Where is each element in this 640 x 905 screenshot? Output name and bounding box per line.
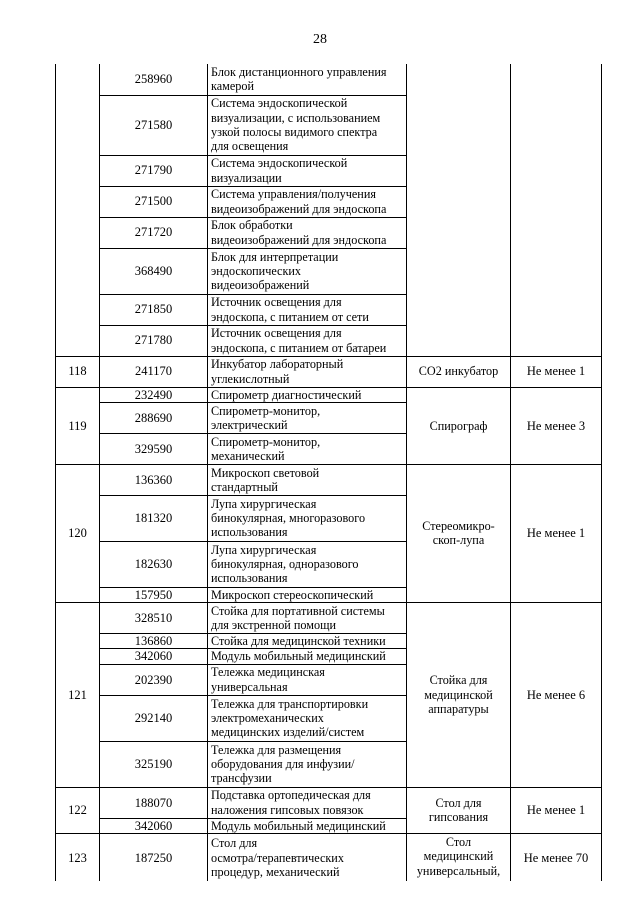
name-text: Источник освещения для эндоскопа, с питанием от сети — [211, 295, 369, 324]
item-number-cell: 120 — [56, 464, 100, 602]
code-cell: 368490 — [100, 248, 208, 294]
name-cell — [208, 603, 407, 634]
name-text: Микроскоп световой стандартный — [211, 465, 320, 494]
equipment-table — [55, 64, 602, 881]
table-row — [56, 833, 602, 881]
name-cell — [208, 634, 407, 649]
code-cell: 271780 — [100, 325, 208, 356]
name-cell — [208, 217, 407, 248]
code-cell: 329590 — [100, 433, 208, 464]
type-text: СО2 инкубатор — [418, 364, 499, 379]
name-cell — [208, 186, 407, 217]
code-cell: 342060 — [100, 818, 208, 833]
name-cell — [208, 541, 407, 587]
type-cell — [407, 833, 511, 881]
table-row — [56, 464, 602, 495]
name-cell — [208, 495, 407, 541]
name-cell — [208, 402, 407, 433]
code-cell: 271500 — [100, 186, 208, 217]
table-row — [56, 387, 602, 402]
code-cell: 271850 — [100, 294, 208, 325]
code-cell: 157950 — [100, 587, 208, 602]
name-cell — [208, 433, 407, 464]
item-number-cell: 119 — [56, 387, 100, 464]
code-cell: 241170 — [100, 356, 208, 387]
name-text: Спирометр диагностический — [211, 387, 362, 402]
item-number-cell: 118 — [56, 356, 100, 387]
table-row — [56, 64, 602, 95]
name-text: Лупа хирургическая бинокулярная, многоразового использования — [211, 496, 366, 540]
name-text: Стол для осмотра/терапевтических процедур, механический — [211, 836, 344, 879]
name-cell — [208, 356, 407, 387]
name-cell — [208, 649, 407, 664]
table-row — [56, 787, 602, 818]
item-number-cell: 121 — [56, 603, 100, 788]
item-number-cell — [56, 64, 100, 356]
name-cell — [208, 155, 407, 186]
type-cell — [407, 64, 511, 356]
code-cell: 325190 — [100, 741, 208, 787]
type-text: Стол для гипсования — [428, 796, 489, 825]
name-cell — [208, 95, 407, 155]
code-cell: 232490 — [100, 387, 208, 402]
name-text: Спирометр-монитор, механический — [211, 434, 321, 463]
name-cell — [208, 818, 407, 833]
name-text: Микроскоп стереоскопический — [211, 587, 374, 602]
name-text: Инкубатор лабораторный углекислотный — [211, 357, 344, 386]
name-text: Система эндоскопической визуализации — [211, 156, 348, 185]
code-cell: 342060 — [100, 649, 208, 664]
name-text: Тележка медицинская универсальная — [211, 665, 325, 694]
code-cell: 136360 — [100, 464, 208, 495]
code-cell: 271580 — [100, 95, 208, 155]
name-cell — [208, 387, 407, 402]
name-cell — [208, 587, 407, 602]
quantity-cell: Не менее 1 — [511, 787, 602, 833]
table-row — [56, 356, 602, 387]
name-cell — [208, 787, 407, 818]
item-number-cell: 123 — [56, 833, 100, 881]
name-text: Источник освещения для эндоскопа, с питанием от батареи — [211, 326, 387, 355]
code-cell: 202390 — [100, 664, 208, 695]
quantity-cell: Не менее 70 — [511, 833, 602, 881]
type-cell — [407, 603, 511, 788]
code-cell: 136860 — [100, 634, 208, 649]
name-cell — [208, 741, 407, 787]
name-cell — [208, 64, 407, 95]
type-cell — [407, 356, 511, 387]
name-text: Спирометр-монитор, электрический — [211, 403, 321, 432]
name-cell — [208, 325, 407, 356]
name-text: Стойка для портативной системы для экстренной помощи — [211, 603, 385, 633]
type-cell — [407, 387, 511, 464]
name-text: Модуль мобильный медицинский — [211, 649, 386, 664]
type-text: Стереомикро- скоп-лупа — [422, 519, 495, 548]
code-cell: 271790 — [100, 155, 208, 186]
name-text: Тележка для транспортировки электромеханических медицинских изделий/систем — [211, 696, 369, 740]
item-number-cell: 122 — [56, 787, 100, 833]
name-cell — [208, 464, 407, 495]
type-cell — [407, 787, 511, 833]
code-cell: 328510 — [100, 603, 208, 634]
table-row — [56, 603, 602, 634]
name-text: Стойка для медицинской техники — [211, 634, 386, 649]
type-cell — [407, 464, 511, 602]
quantity-cell: Не менее 1 — [511, 356, 602, 387]
name-cell — [208, 294, 407, 325]
name-text: Система управления/получения видеоизображений для эндоскопа — [211, 187, 387, 216]
type-text: Спирограф — [429, 418, 488, 433]
type-text: Стол медицинский универсальный, — [416, 834, 501, 878]
quantity-cell: Не менее 6 — [511, 603, 602, 788]
name-cell — [208, 248, 407, 294]
name-text: Блок обработки видеоизображений для эндоскопа — [211, 218, 387, 247]
code-cell: 292140 — [100, 695, 208, 741]
quantity-cell: Не менее 1 — [511, 464, 602, 602]
code-cell: 181320 — [100, 495, 208, 541]
page-number: 28 — [313, 32, 327, 47]
name-cell — [208, 695, 407, 741]
name-text: Система эндоскопической визуализации, с использованием узкой полосы видимого спектра для освещения — [211, 96, 381, 154]
name-cell — [208, 664, 407, 695]
code-cell: 258960 — [100, 64, 208, 95]
name-text: Тележка для размещения оборудования для инфузии/ трансфузии — [211, 742, 355, 786]
name-text: Модуль мобильный медицинский — [211, 818, 386, 833]
code-cell: 188070 — [100, 787, 208, 818]
code-cell: 271720 — [100, 217, 208, 248]
name-text: Подставка ортопедическая для наложения гипсовых повязок — [211, 788, 371, 817]
quantity-cell: Не менее 3 — [511, 387, 602, 464]
name-text: Блок дистанционного управления камерой — [211, 64, 387, 94]
name-cell — [208, 833, 407, 881]
code-cell: 288690 — [100, 402, 208, 433]
name-text: Лупа хирургическая бинокулярная, одноразового использования — [211, 542, 359, 586]
name-text: Блок для интерпретации эндоскопических видеоизображений — [211, 249, 339, 293]
type-text: Стойка для медицинской аппаратуры — [424, 673, 493, 717]
code-cell: 187250 — [100, 833, 208, 881]
code-cell: 182630 — [100, 541, 208, 587]
quantity-cell — [511, 64, 602, 356]
